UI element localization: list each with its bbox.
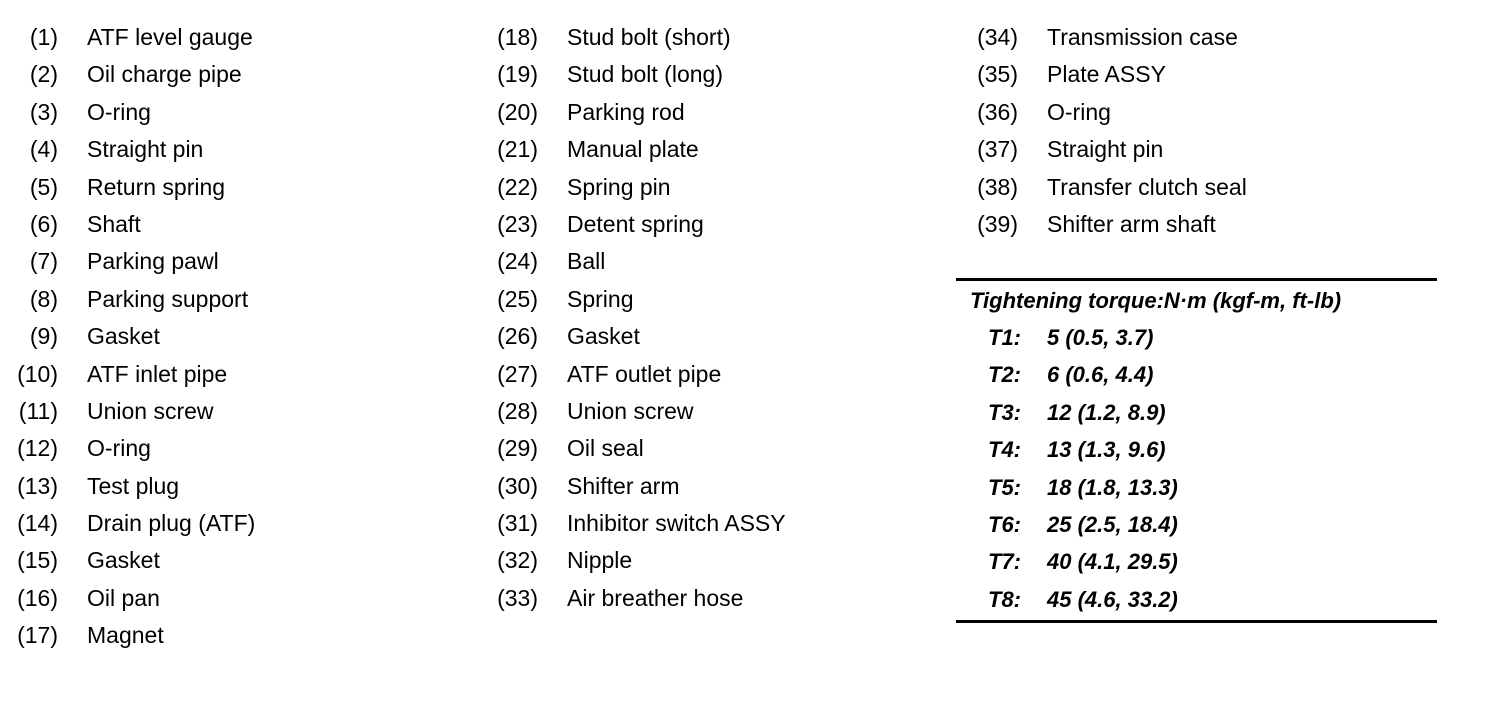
torque-row bbox=[956, 319, 1437, 356]
part-name: Shifter arm bbox=[567, 472, 680, 499]
part-number: (18) bbox=[497, 24, 538, 50]
part-number: (27) bbox=[497, 360, 538, 387]
part-name: Straight pin bbox=[87, 136, 204, 163]
part-name: Plate ASSY bbox=[1047, 61, 1166, 88]
part-name: Straight pin bbox=[1047, 136, 1164, 163]
part-name: Oil charge pipe bbox=[87, 61, 242, 88]
part-name: Ball bbox=[567, 248, 606, 275]
part-number: (31) bbox=[497, 510, 538, 537]
part-number: (5) bbox=[29, 173, 58, 200]
part-name: Spring pin bbox=[567, 173, 671, 200]
part-name: Nipple bbox=[567, 547, 633, 574]
torque-value: 45 (4.6, 33.2) bbox=[1047, 586, 1178, 612]
torque-label: T1: bbox=[988, 325, 1021, 350]
torque-row bbox=[956, 543, 1437, 580]
part-name: O-ring bbox=[87, 98, 151, 125]
part-name: Drain plug (ATF) bbox=[87, 510, 256, 537]
part-name: Oil pan bbox=[87, 584, 160, 611]
part-number: (26) bbox=[497, 323, 538, 350]
torque-row bbox=[956, 394, 1437, 431]
torque-row bbox=[956, 581, 1437, 618]
torque-value: 40 (4.1, 29.5) bbox=[1047, 549, 1178, 575]
part-number: (30) bbox=[497, 472, 538, 499]
torque-label: T2: bbox=[988, 362, 1021, 388]
part-name: Union screw bbox=[567, 397, 694, 424]
part-name: ATF level gauge bbox=[87, 24, 253, 50]
part-number: (15) bbox=[17, 547, 58, 574]
part-name: ATF inlet pipe bbox=[87, 360, 228, 387]
torque-value: 18 (1.8, 13.3) bbox=[1047, 474, 1178, 500]
torque-rows bbox=[956, 319, 1437, 618]
part-number: (8) bbox=[29, 285, 58, 312]
part-number: (1) bbox=[29, 24, 58, 50]
torque-label: T7: bbox=[988, 549, 1021, 575]
part-number: (12) bbox=[17, 435, 58, 462]
part-number: (7) bbox=[29, 248, 58, 275]
part-number: (16) bbox=[17, 584, 58, 611]
part-number: (38) bbox=[977, 173, 1018, 200]
part-name: Oil seal bbox=[567, 435, 644, 462]
torque-value: 12 (1.2, 8.9) bbox=[1047, 399, 1166, 425]
part-name: Parking support bbox=[87, 285, 249, 312]
part-number: (33) bbox=[497, 584, 538, 611]
part-name: Union screw bbox=[87, 397, 214, 424]
torque-label: T4: bbox=[988, 437, 1021, 463]
part-number: (19) bbox=[497, 61, 538, 88]
part-name: Shaft bbox=[87, 210, 141, 237]
part-number: (20) bbox=[497, 98, 538, 125]
part-number: (39) bbox=[977, 210, 1018, 237]
torque-label: T5: bbox=[988, 474, 1021, 500]
part-name: Spring bbox=[567, 285, 634, 312]
torque-value: 6 (0.6, 4.4) bbox=[1047, 362, 1154, 388]
part-name: Air breather hose bbox=[567, 584, 744, 611]
part-number: (9) bbox=[29, 323, 58, 350]
part-name: Gasket bbox=[87, 547, 160, 574]
part-name: Manual plate bbox=[567, 136, 699, 163]
part-name: Transmission case bbox=[1047, 24, 1238, 50]
part-number: (11) bbox=[18, 397, 58, 424]
torque-value: 25 (2.5, 18.4) bbox=[1047, 511, 1178, 537]
torque-row bbox=[956, 356, 1437, 393]
part-number: (17) bbox=[17, 622, 58, 649]
part-number: (3) bbox=[29, 98, 58, 125]
part-name: Parking rod bbox=[567, 98, 685, 125]
torque-label: T3: bbox=[988, 399, 1021, 425]
part-name: O-ring bbox=[87, 435, 151, 462]
tightening-torque-table bbox=[956, 278, 1437, 623]
torque-value: 13 (1.3, 9.6) bbox=[1047, 437, 1166, 463]
part-number: (13) bbox=[17, 472, 58, 499]
part-number: (24) bbox=[497, 248, 538, 275]
part-number: (28) bbox=[497, 397, 538, 424]
torque-value: 5 (0.5, 3.7) bbox=[1047, 325, 1154, 350]
part-number: (21) bbox=[497, 136, 538, 163]
part-number: (6) bbox=[29, 210, 58, 237]
part-number: (25) bbox=[497, 285, 538, 312]
part-name: Transfer clutch seal bbox=[1047, 173, 1247, 200]
torque-row bbox=[956, 431, 1437, 468]
part-name: Gasket bbox=[87, 323, 160, 350]
part-name: ATF outlet pipe bbox=[567, 360, 722, 387]
torque-row bbox=[956, 506, 1437, 543]
part-number: (10) bbox=[17, 360, 58, 387]
part-number: (29) bbox=[497, 435, 538, 462]
part-number: (34) bbox=[977, 24, 1018, 50]
part-number: (35) bbox=[977, 61, 1018, 88]
part-number: (2) bbox=[29, 61, 58, 88]
part-name: Inhibitor switch ASSY bbox=[567, 510, 786, 537]
part-name: Parking pawl bbox=[87, 248, 219, 275]
part-number: (32) bbox=[497, 547, 538, 574]
part-name: Stud bolt (long) bbox=[567, 61, 723, 88]
part-name: Test plug bbox=[87, 472, 180, 499]
part-number: (22) bbox=[497, 173, 538, 200]
torque-row bbox=[956, 469, 1437, 506]
part-name: Stud bolt (short) bbox=[567, 24, 731, 50]
part-name: Return spring bbox=[87, 173, 226, 200]
torque-label: T8: bbox=[988, 586, 1021, 612]
part-name: Shifter arm shaft bbox=[1047, 210, 1216, 237]
part-number: (23) bbox=[497, 210, 538, 237]
torque-label: T6: bbox=[988, 511, 1021, 537]
part-number: (36) bbox=[977, 98, 1018, 125]
part-name: Detent spring bbox=[567, 210, 704, 237]
part-number: (14) bbox=[17, 510, 58, 537]
torque-table-title: Tightening torque:N·m (kgf-m, ft-lb) bbox=[970, 288, 1342, 313]
part-name: Magnet bbox=[87, 622, 164, 649]
part-name: O-ring bbox=[1047, 98, 1111, 125]
part-number: (4) bbox=[29, 136, 58, 163]
part-number: (37) bbox=[977, 136, 1018, 163]
part-name: Gasket bbox=[567, 323, 640, 350]
